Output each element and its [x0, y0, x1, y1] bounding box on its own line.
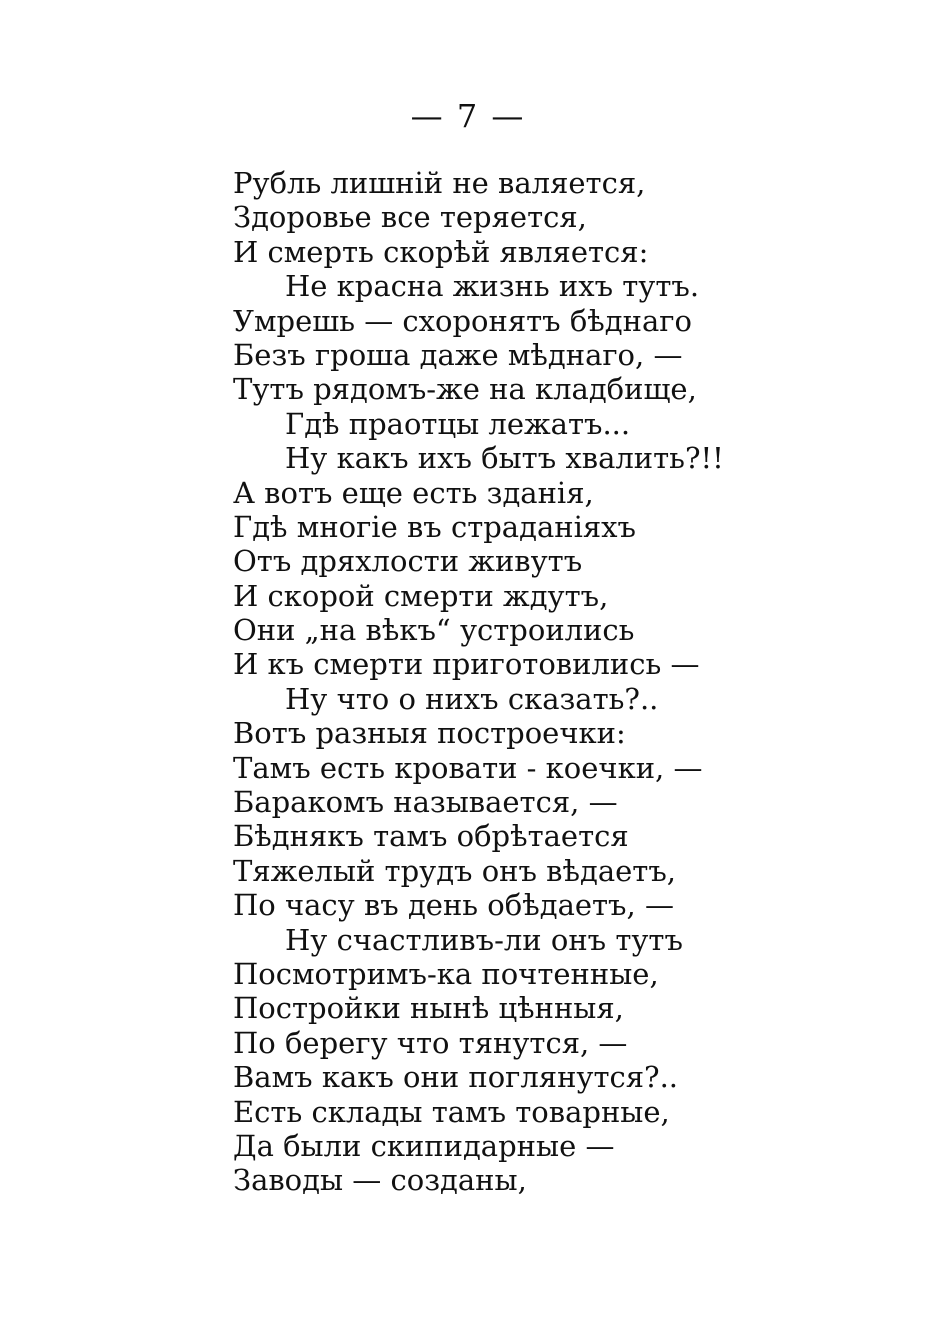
- page-number: — 7 —: [410, 97, 526, 135]
- poem-line: Рубль лишній не валяется,: [233, 166, 646, 200]
- poem-line-refrain: Ну какъ ихъ бытъ хвалить?!!: [285, 441, 724, 476]
- poem-line: Посмотримъ-ка почтенные,: [233, 956, 659, 991]
- poem-line: Тяжелый трудъ онъ вѣдаетъ,: [233, 853, 677, 888]
- poem-line: Баракомъ называется, —: [233, 785, 618, 820]
- poem-line: Тутъ рядомъ-же на кладбище,: [233, 372, 697, 407]
- poem-line: Гдѣ многіе въ страданіяхъ: [233, 509, 636, 544]
- poem-line: Бѣднякъ тамъ обрѣтается: [233, 819, 629, 854]
- poem-text: [233, 166, 873, 1198]
- poem-line-refrain: Ну что о нихъ сказать?..: [285, 681, 659, 716]
- poem-line: И скорой смерти ждутъ,: [233, 578, 609, 613]
- poem-line: Здоровье все теряется,: [233, 200, 587, 235]
- poem-line: А вотъ еще есть зданія,: [233, 475, 594, 510]
- poem-line: И къ смерти приготовились —: [233, 647, 700, 682]
- poem-line-refrain: Ну счастливъ-ли онъ тутъ: [285, 922, 683, 957]
- poem-line: Тамъ есть кровати - коечки, —: [233, 750, 703, 785]
- poem-line: И смерть скорѣй является:: [233, 234, 649, 269]
- poem-line: Отъ дряхлости живутъ: [233, 544, 583, 579]
- poem-line-refrain: Не красна жизнь ихъ тутъ.: [285, 269, 700, 304]
- poem-line: Они „на вѣкъ“ устроились: [233, 613, 635, 648]
- poem-line: Безъ гроша даже мѣднаго, —: [233, 337, 683, 372]
- poem-line: Вамъ какъ они поглянутся?..: [233, 1060, 679, 1095]
- poem-line: Вотъ разныя построечки:: [233, 716, 626, 751]
- poem-line: Постройки нынѣ цѣнныя,: [233, 991, 624, 1026]
- poem-line: По часу въ день обѣдаетъ, —: [233, 888, 674, 923]
- poem-line: Да были скипидарные —: [233, 1128, 615, 1163]
- poem-line: Есть склады тамъ товарные,: [233, 1094, 670, 1129]
- poem-line: Заводы — созданы,: [233, 1163, 527, 1198]
- poem-line-refrain: Гдѣ праотцы лежатъ...: [285, 406, 631, 441]
- poem-line: Умрешь — схоронятъ бѣднаго: [233, 303, 692, 338]
- poem-line: По берегу что тянутся, —: [233, 1025, 628, 1060]
